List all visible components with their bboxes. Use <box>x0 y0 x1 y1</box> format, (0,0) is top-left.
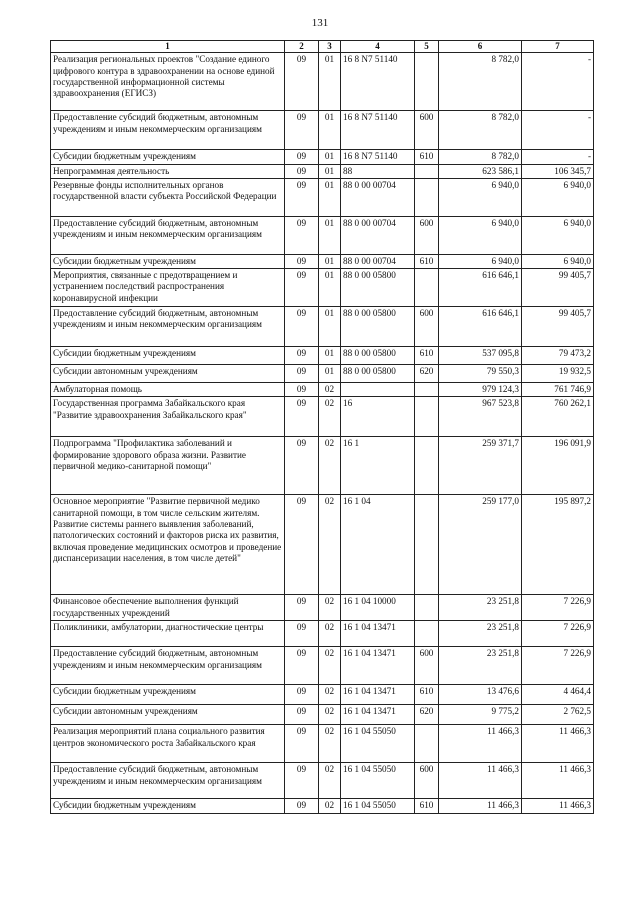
header-col-6: 6 <box>439 41 522 53</box>
row-amount-2: 4 464,4 <box>522 685 594 705</box>
row-expense-type: 610 <box>415 799 439 813</box>
row-name: Субсидии бюджетным учреждениям <box>51 799 285 813</box>
row-target-article: 16 <box>341 397 415 437</box>
row-target-article: 88 0 00 05800 <box>341 347 415 365</box>
row-expense-type: 610 <box>415 150 439 164</box>
row-name: Государственная программа Забайкальского края "Развитие здравоохранения Забайкальского края" <box>51 397 285 437</box>
row-amount-2: 6 940,0 <box>522 178 594 216</box>
row-expense-type: 600 <box>415 111 439 150</box>
row-subsection: 02 <box>319 763 341 799</box>
row-expense-type: 610 <box>415 685 439 705</box>
row-section: 09 <box>285 647 319 685</box>
row-amount-2: 6 940,0 <box>522 254 594 268</box>
row-amount-2: 11 466,3 <box>522 799 594 813</box>
row-amount-1: 6 940,0 <box>439 254 522 268</box>
row-amount-1: 8 782,0 <box>439 111 522 150</box>
row-section: 09 <box>285 365 319 383</box>
table-row <box>51 763 594 799</box>
row-subsection: 01 <box>319 178 341 216</box>
row-subsection: 02 <box>319 437 341 495</box>
row-expense-type <box>415 495 439 595</box>
row-name: Подпрограмма "Профилактика заболеваний и формирование здорового образа жизни. Развитие первичной медико-санитарной помощи" <box>51 437 285 495</box>
row-section: 09 <box>285 150 319 164</box>
row-target-article: 16 8 N7 51140 <box>341 53 415 111</box>
row-subsection: 01 <box>319 307 341 347</box>
row-amount-2: 99 405,7 <box>522 307 594 347</box>
row-name: Реализация региональных проектов "Создание единого цифрового контура в здравоохранении на основе единой государственной информационной системы здравоохранения (ЕГИСЗ) <box>51 53 285 111</box>
row-target-article: 16 1 04 55050 <box>341 799 415 813</box>
row-amount-1: 6 940,0 <box>439 216 522 254</box>
row-expense-type <box>415 178 439 216</box>
row-name: Основное мероприятие "Развитие первичной медико санитарной помощи, в том числе сельским жителям. Развитие системы раннего выявления заболеваний, патологических состояний и факторов риска их развития, включая проведение медицинских осмотров и проведение диспансеризации населения, в том числе детей" <box>51 495 285 595</box>
row-subsection: 02 <box>319 685 341 705</box>
row-subsection: 01 <box>319 164 341 178</box>
row-name: Предоставление субсидий бюджетным, автономным учреждениям и иным некоммерческим организациям <box>51 216 285 254</box>
table-row <box>51 269 594 307</box>
row-amount-2: 6 940,0 <box>522 216 594 254</box>
row-name: Субсидии бюджетным учреждениям <box>51 685 285 705</box>
row-amount-1: 259 371,7 <box>439 437 522 495</box>
table-row <box>51 621 594 647</box>
row-target-article: 16 1 04 13471 <box>341 685 415 705</box>
row-section: 09 <box>285 383 319 397</box>
header-row <box>51 41 594 53</box>
row-amount-2: 195 897,2 <box>522 495 594 595</box>
row-expense-type: 620 <box>415 705 439 725</box>
row-target-article: 88 0 00 00704 <box>341 178 415 216</box>
row-name: Субсидии автономным учреждениям <box>51 365 285 383</box>
row-amount-1: 23 251,8 <box>439 647 522 685</box>
row-expense-type <box>415 383 439 397</box>
row-amount-2: 7 226,9 <box>522 621 594 647</box>
row-target-article: 16 1 <box>341 437 415 495</box>
row-section: 09 <box>285 164 319 178</box>
row-amount-2: 11 466,3 <box>522 763 594 799</box>
row-subsection: 01 <box>319 53 341 111</box>
row-expense-type: 620 <box>415 365 439 383</box>
table-row <box>51 216 594 254</box>
row-amount-1: 8 782,0 <box>439 150 522 164</box>
row-subsection: 02 <box>319 705 341 725</box>
table-row <box>51 347 594 365</box>
row-name: Субсидии бюджетным учреждениям <box>51 254 285 268</box>
row-target-article: 16 1 04 13471 <box>341 705 415 725</box>
table-row <box>51 725 594 763</box>
row-section: 09 <box>285 397 319 437</box>
row-amount-1: 616 646,1 <box>439 307 522 347</box>
row-amount-2: 79 473,2 <box>522 347 594 365</box>
row-amount-2: 99 405,7 <box>522 269 594 307</box>
row-section: 09 <box>285 621 319 647</box>
row-target-article: 88 0 00 00704 <box>341 254 415 268</box>
row-section: 09 <box>285 111 319 150</box>
row-section: 09 <box>285 178 319 216</box>
row-target-article: 16 8 N7 51140 <box>341 150 415 164</box>
budget-table <box>50 40 594 814</box>
row-target-article: 16 1 04 55050 <box>341 763 415 799</box>
row-amount-1: 79 550,3 <box>439 365 522 383</box>
row-target-article: 16 1 04 10000 <box>341 595 415 621</box>
row-name: Финансовое обеспечение выполнения функций государственных учреждений <box>51 595 285 621</box>
row-name: Непрограммная деятельность <box>51 164 285 178</box>
header-col-3: 3 <box>319 41 341 53</box>
table-row <box>51 164 594 178</box>
table-row <box>51 111 594 150</box>
row-name: Резервные фонды исполнительных органов государственной власти субъекта Российской Федерации <box>51 178 285 216</box>
row-amount-2: - <box>522 111 594 150</box>
row-expense-type: 610 <box>415 347 439 365</box>
row-amount-1: 11 466,3 <box>439 799 522 813</box>
row-subsection: 02 <box>319 647 341 685</box>
row-expense-type: 610 <box>415 254 439 268</box>
row-expense-type <box>415 269 439 307</box>
table-row <box>51 705 594 725</box>
row-target-article: 88 <box>341 164 415 178</box>
table-row <box>51 495 594 595</box>
table-row <box>51 397 594 437</box>
row-expense-type <box>415 725 439 763</box>
row-expense-type: 600 <box>415 307 439 347</box>
row-amount-2: 19 932,5 <box>522 365 594 383</box>
row-name: Субсидии автономным учреждениям <box>51 705 285 725</box>
row-expense-type <box>415 595 439 621</box>
header-col-7: 7 <box>522 41 594 53</box>
row-section: 09 <box>285 347 319 365</box>
header-col-4: 4 <box>341 41 415 53</box>
row-section: 09 <box>285 269 319 307</box>
row-expense-type <box>415 621 439 647</box>
table-row <box>51 383 594 397</box>
row-target-article: 88 0 00 00704 <box>341 216 415 254</box>
row-section: 09 <box>285 705 319 725</box>
row-amount-2: 196 091,9 <box>522 437 594 495</box>
row-subsection: 01 <box>319 365 341 383</box>
table-row <box>51 254 594 268</box>
page-number: 131 <box>311 17 329 29</box>
header-col-1: 1 <box>51 41 285 53</box>
row-target-article: 16 1 04 <box>341 495 415 595</box>
row-subsection: 01 <box>319 150 341 164</box>
row-subsection: 01 <box>319 111 341 150</box>
row-subsection: 02 <box>319 725 341 763</box>
table-row <box>51 150 594 164</box>
row-amount-1: 979 124,3 <box>439 383 522 397</box>
row-target-article: 16 1 04 13471 <box>341 647 415 685</box>
row-name: Амбулаторная помощь <box>51 383 285 397</box>
row-amount-1: 23 251,8 <box>439 595 522 621</box>
row-amount-2: 760 262,1 <box>522 397 594 437</box>
table-row <box>51 178 594 216</box>
table-row <box>51 647 594 685</box>
row-name: Субсидии бюджетным учреждениям <box>51 150 285 164</box>
row-amount-1: 259 177,0 <box>439 495 522 595</box>
row-name: Предоставление субсидий бюджетным, автономным учреждениям и иным некоммерческим организациям <box>51 647 285 685</box>
row-subsection: 02 <box>319 397 341 437</box>
row-section: 09 <box>285 725 319 763</box>
row-subsection: 01 <box>319 347 341 365</box>
table-row <box>51 437 594 495</box>
row-amount-2: 7 226,9 <box>522 647 594 685</box>
row-name: Мероприятия, связанные с предотвращением и устранением последствий распространения коронавирусной инфекции <box>51 269 285 307</box>
row-expense-type: 600 <box>415 647 439 685</box>
row-name: Поликлиники, амбулатории, диагностические центры <box>51 621 285 647</box>
row-expense-type <box>415 397 439 437</box>
row-amount-2: - <box>522 150 594 164</box>
row-subsection: 01 <box>319 254 341 268</box>
row-section: 09 <box>285 307 319 347</box>
row-section: 09 <box>285 495 319 595</box>
row-amount-1: 967 523,8 <box>439 397 522 437</box>
table-row <box>51 685 594 705</box>
row-name: Предоставление субсидий бюджетным, автономным учреждениям и иным некоммерческим организациям <box>51 111 285 150</box>
row-expense-type <box>415 164 439 178</box>
row-target-article: 88 0 00 05800 <box>341 269 415 307</box>
row-amount-1: 13 476,6 <box>439 685 522 705</box>
row-section: 09 <box>285 254 319 268</box>
row-expense-type: 600 <box>415 216 439 254</box>
row-target-article: 16 1 04 13471 <box>341 621 415 647</box>
table-row <box>51 307 594 347</box>
header-col-5: 5 <box>415 41 439 53</box>
row-section: 09 <box>285 53 319 111</box>
row-name: Реализация мероприятий плана социального развития центров экономического роста Забайкальского края <box>51 725 285 763</box>
row-target-article: 16 1 04 55050 <box>341 725 415 763</box>
row-amount-2: 106 345,7 <box>522 164 594 178</box>
row-subsection: 02 <box>319 595 341 621</box>
row-expense-type: 600 <box>415 763 439 799</box>
row-target-article <box>341 383 415 397</box>
row-amount-1: 6 940,0 <box>439 178 522 216</box>
row-amount-1: 623 586,1 <box>439 164 522 178</box>
row-name: Субсидии бюджетным учреждениям <box>51 347 285 365</box>
row-amount-2: 2 762,5 <box>522 705 594 725</box>
row-amount-1: 8 782,0 <box>439 53 522 111</box>
row-section: 09 <box>285 595 319 621</box>
row-subsection: 02 <box>319 383 341 397</box>
row-amount-1: 11 466,3 <box>439 763 522 799</box>
row-section: 09 <box>285 799 319 813</box>
row-section: 09 <box>285 685 319 705</box>
row-amount-1: 11 466,3 <box>439 725 522 763</box>
row-subsection: 02 <box>319 621 341 647</box>
row-amount-1: 9 775,2 <box>439 705 522 725</box>
row-amount-2: 761 746,9 <box>522 383 594 397</box>
header-col-2: 2 <box>285 41 319 53</box>
row-amount-2: 11 466,3 <box>522 725 594 763</box>
row-target-article: 88 0 00 05800 <box>341 365 415 383</box>
row-amount-1: 537 095,8 <box>439 347 522 365</box>
row-amount-2: 7 226,9 <box>522 595 594 621</box>
row-amount-1: 616 646,1 <box>439 269 522 307</box>
row-target-article: 88 0 00 05800 <box>341 307 415 347</box>
row-target-article: 16 8 N7 51140 <box>341 111 415 150</box>
row-expense-type <box>415 437 439 495</box>
row-subsection: 01 <box>319 269 341 307</box>
row-amount-1: 23 251,8 <box>439 621 522 647</box>
table-row <box>51 595 594 621</box>
row-subsection: 02 <box>319 495 341 595</box>
row-expense-type <box>415 53 439 111</box>
row-section: 09 <box>285 763 319 799</box>
table-row <box>51 53 594 111</box>
row-name: Предоставление субсидий бюджетным, автономным учреждениям и иным некоммерческим организациям <box>51 307 285 347</box>
row-subsection: 02 <box>319 799 341 813</box>
table-row <box>51 365 594 383</box>
table-row <box>51 799 594 813</box>
row-section: 09 <box>285 216 319 254</box>
row-subsection: 01 <box>319 216 341 254</box>
row-section: 09 <box>285 437 319 495</box>
row-amount-2: - <box>522 53 594 111</box>
row-name: Предоставление субсидий бюджетным, автономным учреждениям и иным некоммерческим организациям <box>51 763 285 799</box>
